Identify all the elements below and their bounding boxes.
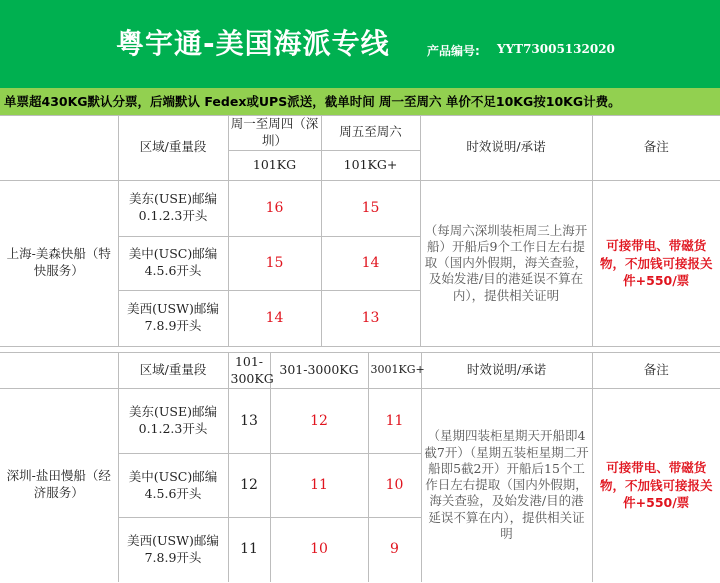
price-cell: 10 <box>270 518 368 582</box>
col-weight-c-header: 3001KG+ <box>368 353 421 389</box>
price-cell: 10 <box>368 454 421 518</box>
page-title: 粤宇通-美国海派专线 <box>116 27 390 60</box>
col-note-header: 备注 <box>592 353 720 389</box>
transit-description: （每周六深圳装柜周三上海开船）开船后9个工作日左右提取（国内外假期，海关查验，及始发港/目的港延误不算在内），提供相关证明 <box>420 180 592 346</box>
service-name: 上海-美森快船（特快服务） <box>0 180 118 346</box>
notice-bar: 单票超430KG默认分票，后端默认 Fedex或UPS派送，截单时间 周一至周六 单价不足10KG按10KG计费。 <box>0 88 720 115</box>
col-region-header: 区域/重量段 <box>118 353 228 389</box>
express-price-table <box>0 115 720 347</box>
col-weight-a-header: 101-300KG <box>228 353 270 389</box>
service-name: 深圳-盐田慢船（经济服务） <box>0 389 118 582</box>
col-desc-header: 时效说明/承诺 <box>421 353 592 389</box>
price-cell: 15 <box>228 236 321 290</box>
product-code: YYT73005132020 <box>497 42 615 56</box>
remark: 可接带电、带磁货物，不加钱可接报关件+550/票 <box>592 180 720 346</box>
col-region-header: 区域/重量段 <box>118 116 228 181</box>
price-cell: 13 <box>228 389 270 454</box>
zone-label: 美东(USE)邮编0.1.2.3开头 <box>118 180 228 236</box>
price-cell: 11 <box>228 518 270 582</box>
transit-description: （星期四装柜星期天开船即4截7开）（星期五装柜星期二开船即5截2开）开船后15个工作日左右提取（国内外假期，海关查验，及始发港/目的港延误不算在内），提供相关证明 <box>421 389 592 582</box>
page-header <box>0 0 720 88</box>
col-note-header: 备注 <box>592 116 720 181</box>
col-weekday-weight: 101KG <box>228 150 321 180</box>
product-code-label: 产品编号: <box>427 44 480 58</box>
price-cell: 14 <box>228 290 321 346</box>
remark: 可接带电、带磁货物，不加钱可接报关件+550/票 <box>592 389 720 582</box>
price-cell: 11 <box>270 454 368 518</box>
price-cell: 14 <box>321 236 420 290</box>
zone-label: 美中(USC)邮编4.5.6开头 <box>118 454 228 518</box>
price-cell: 12 <box>270 389 368 454</box>
zone-label: 美中(USC)邮编4.5.6开头 <box>118 236 228 290</box>
economy-price-table <box>0 352 720 582</box>
price-cell: 9 <box>368 518 421 582</box>
col-weekday-header: 周一至周四（深圳） <box>228 116 321 151</box>
price-cell: 13 <box>321 290 420 346</box>
price-cell: 15 <box>321 180 420 236</box>
price-cell: 16 <box>228 180 321 236</box>
col-weight-b-header: 301-3000KG <box>270 353 368 389</box>
zone-label: 美东(USE)邮编0.1.2.3开头 <box>118 389 228 454</box>
zone-label: 美西(USW)邮编7.8.9开头 <box>118 290 228 346</box>
col-weekend-weight: 101KG+ <box>321 150 420 180</box>
zone-label: 美西(USW)邮编7.8.9开头 <box>118 518 228 582</box>
col-desc-header: 时效说明/承诺 <box>420 116 592 181</box>
col-weekend-header: 周五至周六 <box>321 116 420 151</box>
price-cell: 12 <box>228 454 270 518</box>
price-cell: 11 <box>368 389 421 454</box>
